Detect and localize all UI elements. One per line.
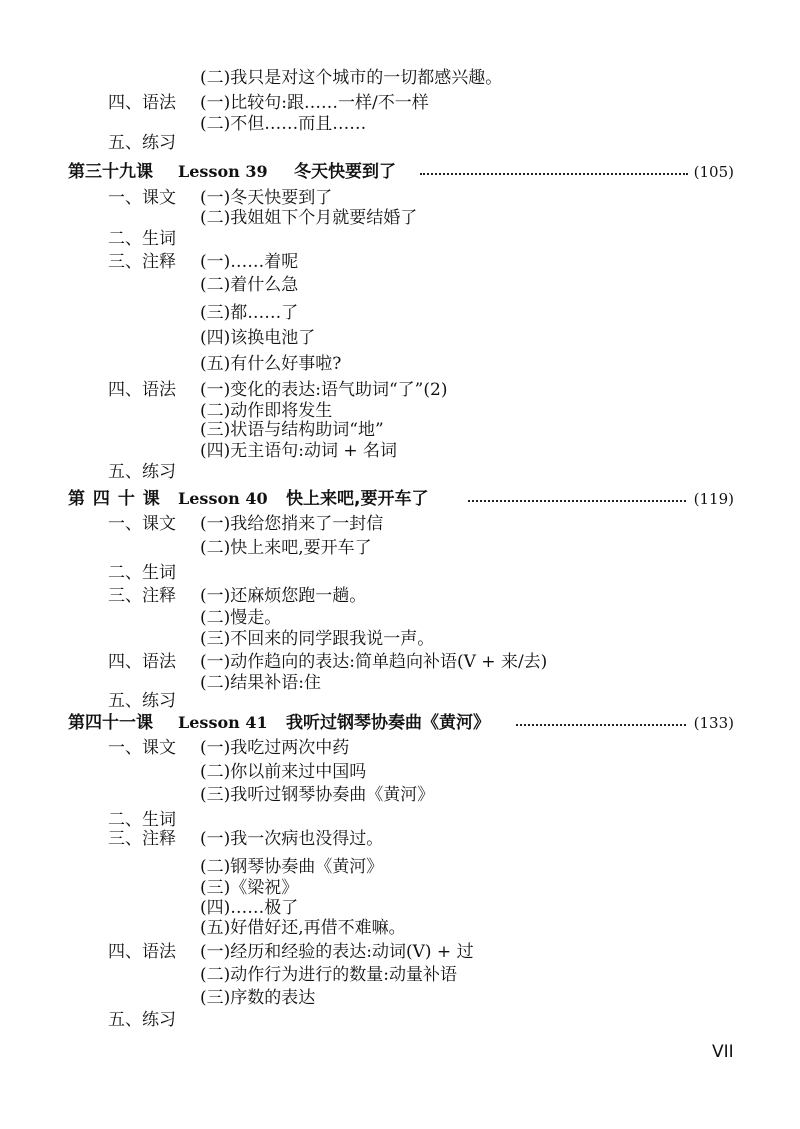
toc-item: (二)慢走。 xyxy=(200,608,282,628)
section-label-grammar: 四、语法 xyxy=(108,380,176,400)
toc-item: (三)不回来的同学跟我说一声。 xyxy=(200,629,435,649)
toc-entry xyxy=(0,760,800,784)
toc-entry xyxy=(0,352,800,376)
toc-item: (三)都……了 xyxy=(200,303,299,323)
toc-item: (二)动作即将发生 xyxy=(200,401,333,421)
toc-item: (五)有什么好事啦? xyxy=(200,354,342,374)
toc-entry xyxy=(0,273,800,297)
toc-item: (二)你以前来过中国吗 xyxy=(200,762,367,782)
toc-item: (二)不但……而且…… xyxy=(200,114,367,134)
page-ref: (133) xyxy=(693,714,734,732)
toc-item: (五)好借好还,再借不难嘛。 xyxy=(200,918,406,938)
section-label-exercise: 五、练习 xyxy=(108,462,176,482)
toc-entry xyxy=(0,986,800,1010)
toc-entry xyxy=(0,460,800,484)
toc-entry xyxy=(0,916,800,940)
toc-entry xyxy=(0,512,800,536)
lesson-number: 第三十九课 xyxy=(68,162,153,182)
leader-dots xyxy=(516,724,686,726)
toc-item: (四)无主语句:动词 + 名词 xyxy=(200,441,398,461)
section-label-vocab: 二、生词 xyxy=(108,563,176,583)
toc-entry xyxy=(0,301,800,325)
lesson-heading-41[interactable] xyxy=(68,710,734,736)
toc-entry xyxy=(0,561,800,585)
page-ref: (105) xyxy=(693,163,734,181)
lesson-english: Lesson 39 xyxy=(178,162,268,181)
toc-item: (二)动作行为进行的数量:动量补语 xyxy=(200,965,457,985)
toc-item: (二)着什么急 xyxy=(200,275,299,295)
section-label-text: 一、课文 xyxy=(108,514,176,534)
toc-item: (二)结果补语:住 xyxy=(200,673,321,693)
lesson-english: Lesson 41 xyxy=(178,713,268,732)
toc-item: (一)我一次病也没得过。 xyxy=(200,829,384,849)
toc-entry xyxy=(0,783,800,807)
section-label-vocab: 二、生词 xyxy=(108,810,176,830)
toc-item: (一)我吃过两次中药 xyxy=(200,738,350,758)
toc-entry xyxy=(0,827,800,851)
page-number: VII xyxy=(712,1042,734,1062)
section-label-text: 一、课文 xyxy=(108,188,176,208)
lesson-title: 快上来吧,要开车了 xyxy=(286,489,429,509)
section-label-exercise: 五、练习 xyxy=(108,1010,176,1030)
toc-entry xyxy=(0,584,800,608)
toc-item: (一)比较句:跟……一样/不一样 xyxy=(200,93,429,113)
toc-item: (三)状语与结构助词“地” xyxy=(200,420,384,440)
toc-item: (二)我只是对这个城市的一切都感兴趣。 xyxy=(200,68,503,88)
toc-item: (二)快上来吧,要开车了 xyxy=(200,538,372,558)
toc-entry xyxy=(0,736,800,760)
lesson-number: 第 四 十 课 xyxy=(68,489,160,509)
section-label-grammar: 四、语法 xyxy=(108,93,176,113)
toc-item: (一)经历和经验的表达:动词(V) + 过 xyxy=(200,942,474,962)
toc-entry xyxy=(0,627,800,651)
toc-item: (三)《梁祝》 xyxy=(200,878,299,898)
section-label-vocab: 二、生词 xyxy=(108,229,176,249)
lesson-heading-40[interactable] xyxy=(68,486,734,512)
toc-entry xyxy=(0,227,800,251)
page-ref: (119) xyxy=(693,490,734,508)
leader-dots xyxy=(420,173,688,175)
toc-item: (一)还麻烦您跑一趟。 xyxy=(200,586,367,606)
toc-entry xyxy=(0,131,800,155)
lesson-english: Lesson 40 xyxy=(178,489,268,508)
toc-item: (一)冬天快要到了 xyxy=(200,188,333,208)
lesson-number: 第四十一课 xyxy=(68,713,153,733)
toc-item: (一)变化的表达:语气助词“了”(2) xyxy=(200,380,448,400)
lesson-heading-39[interactable] xyxy=(68,159,734,185)
toc-entry xyxy=(0,326,800,350)
toc-item: (四)……极了 xyxy=(200,898,299,918)
toc-item: (二)钢琴协奏曲《黄河》 xyxy=(200,857,384,877)
toc-item: (一)动作趋向的表达:简单趋向补语(V + 来/去) xyxy=(200,652,548,672)
section-label-exercise: 五、练习 xyxy=(108,691,176,711)
leader-dots xyxy=(468,500,686,502)
toc-item: (一)我给您捎来了一封信 xyxy=(200,514,384,534)
lesson-title: 我听过钢琴协奏曲《黄河》 xyxy=(286,713,490,733)
section-label-notes: 三、注释 xyxy=(108,252,176,272)
toc-entry xyxy=(0,66,800,90)
toc-item: (三)我听过钢琴协奏曲《黄河》 xyxy=(200,785,435,805)
section-label-grammar: 四、语法 xyxy=(108,652,176,672)
section-label-text: 一、课文 xyxy=(108,738,176,758)
toc-entry xyxy=(0,250,800,274)
section-label-notes: 三、注释 xyxy=(108,586,176,606)
section-label-grammar: 四、语法 xyxy=(108,942,176,962)
lesson-title: 冬天快要到了 xyxy=(294,162,396,182)
toc-entry xyxy=(0,536,800,560)
toc-item: (一)……着呢 xyxy=(200,252,299,272)
section-label-exercise: 五、练习 xyxy=(108,133,176,153)
section-label-notes: 三、注释 xyxy=(108,829,176,849)
toc-entry xyxy=(0,1008,800,1032)
toc-entry xyxy=(0,940,800,964)
toc-item: (三)序数的表达 xyxy=(200,988,316,1008)
toc-item: (二)我姐姐下个月就要结婚了 xyxy=(200,208,418,228)
toc-entry xyxy=(0,963,800,987)
toc-item: (四)该换电池了 xyxy=(200,328,316,348)
